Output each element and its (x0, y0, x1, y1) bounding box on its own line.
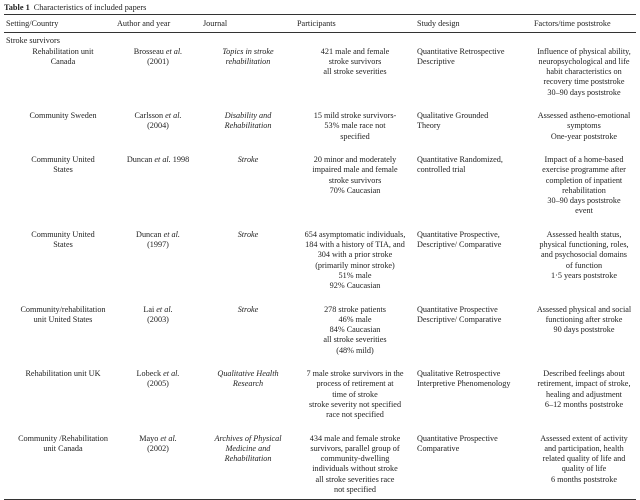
author-name: Lai (143, 304, 157, 314)
participants-line: impaired male and female (312, 165, 398, 175)
journal-line: Disability and (224, 111, 272, 121)
factors-line: symptoms (567, 121, 601, 131)
table-title: Characteristics of included papers (33, 3, 147, 12)
factors-line: recovery time poststroke (543, 77, 625, 87)
participants-line: 53% male race not (324, 121, 386, 131)
factors-line: of function (565, 260, 603, 270)
author-year: 1998 (172, 154, 190, 164)
journal-cell (201, 47, 295, 98)
factors-line: 6–12 months poststroke (544, 399, 624, 409)
setting-cell (4, 230, 115, 292)
participants-line: time of stroke (332, 389, 378, 399)
participants-cell (295, 434, 415, 496)
factors-cell (532, 47, 636, 98)
author-etal: et al. (160, 433, 177, 443)
participants-line: (primarily minor stroke) (315, 260, 395, 270)
setting-line: Community Sweden (29, 111, 97, 121)
factors-cell (532, 155, 636, 217)
participants-line: stroke severity not specified (308, 399, 402, 409)
participants-line: individuals without stroke (312, 464, 398, 474)
factors-line: 1·5 years poststroke (551, 270, 617, 280)
author-cell (115, 369, 201, 420)
setting-cell (4, 155, 115, 217)
author-cell (115, 155, 201, 217)
design-line: Descriptive (417, 56, 455, 66)
author-etal: et al. (163, 229, 180, 239)
design-line: Quantitative Prospective, (417, 229, 500, 239)
participants-line: survivors, parallel group of (310, 443, 400, 453)
author-etal: et al. (165, 46, 183, 56)
participants-line: specified (340, 131, 370, 141)
factors-line: One-year poststroke (550, 131, 618, 141)
journal-line: Stroke (237, 229, 259, 239)
participants-line: all stroke severities (323, 67, 387, 77)
factors-line: rehabilitation (562, 185, 606, 195)
journal-line: Medicine and (225, 443, 271, 453)
design-line: Quantitative Prospective (417, 304, 498, 314)
author-cell (115, 47, 201, 98)
design-cell (415, 305, 532, 356)
journal-line: Topics in stroke (222, 46, 274, 56)
setting-line: unit United States (33, 314, 93, 324)
table-caption (4, 2, 636, 14)
author-name: Carlsson (134, 111, 166, 121)
author-etal: et al. (163, 369, 180, 379)
row-spacer (4, 142, 636, 155)
setting-cell (4, 305, 115, 356)
participants-cell (295, 47, 415, 98)
header-design: Study design (415, 15, 532, 33)
author-name: Duncan (136, 229, 164, 239)
journal-cell (201, 369, 295, 420)
journal-cell (201, 155, 295, 217)
journal-line: Archives of Physical (214, 433, 282, 443)
design-line: Quantitative Prospective (417, 433, 498, 443)
author-etal: et al. (165, 111, 182, 121)
factors-line: related quality of life and (542, 454, 626, 464)
table-bottom-rule (4, 495, 636, 500)
journal-cell (201, 305, 295, 356)
group-label: Stroke survivors (6, 36, 60, 46)
participants-cell (295, 230, 415, 292)
design-line: Theory (417, 121, 441, 131)
table-row (4, 111, 636, 142)
author-name: Mayo (139, 433, 161, 443)
design-line: Qualitative Retrospective (417, 369, 501, 379)
author-name: Duncan (126, 154, 155, 164)
factors-line: 90 days poststroke (553, 325, 615, 335)
table-row (4, 369, 636, 420)
journal-cell (201, 111, 295, 142)
setting-cell (4, 47, 115, 98)
author-year: (2001) (147, 56, 169, 66)
participants-line: all stroke severities race (315, 474, 395, 484)
participants-line: 278 stroke patients (324, 304, 386, 314)
group-row (4, 33, 636, 47)
table-row (4, 230, 636, 292)
design-cell (415, 369, 532, 420)
author-etal: et al. (154, 154, 171, 164)
table-row (4, 155, 636, 217)
participants-line: 46% male (338, 314, 372, 324)
table-row (4, 47, 636, 98)
participants-cell (295, 369, 415, 420)
setting-line: Community /Rehabilitation (18, 433, 108, 443)
factors-cell (532, 305, 636, 356)
factors-line: Assessed health status, (546, 229, 622, 239)
factors-line: and psychosocial domains (541, 250, 627, 260)
factors-line: 30–90 days poststroke (547, 196, 621, 206)
journal-line: Stroke (237, 304, 259, 314)
setting-line: Canada (50, 56, 76, 66)
factors-cell (532, 230, 636, 292)
setting-line: Community/rehabilitation (20, 304, 106, 314)
factors-cell (532, 434, 636, 496)
journal-cell (201, 434, 295, 496)
participants-line: (48% mild) (336, 345, 374, 355)
factors-line: neuropsychological and life (538, 56, 630, 66)
factors-line: 30–90 days poststroke (547, 87, 621, 97)
journal-line: rehabilitation (225, 56, 271, 66)
setting-line: States (53, 240, 73, 250)
header-row (4, 15, 636, 33)
row-spacer (4, 217, 636, 230)
factors-line: Impact of a home-based (544, 154, 624, 164)
design-cell (415, 47, 532, 98)
factors-line: Influence of physical ability, (537, 46, 631, 56)
factors-line: retirement, impact of stroke, (537, 379, 631, 389)
participants-line: stroke survivors (328, 56, 382, 66)
row-spacer (4, 98, 636, 111)
setting-line: Rehabilitation unit UK (25, 369, 101, 379)
table-row (4, 434, 636, 496)
journal-line: Rehabilitation (224, 454, 272, 464)
design-cell (415, 230, 532, 292)
author-year: (2002) (147, 443, 169, 453)
factors-line: Described feelings about (543, 369, 625, 379)
row-spacer (4, 292, 636, 305)
design-cell (415, 111, 532, 142)
participants-cell (295, 111, 415, 142)
design-cell (415, 155, 532, 217)
row-spacer (4, 421, 636, 434)
participants-line: all stroke severities (323, 335, 387, 345)
participants-line: 20 minor and moderately (313, 154, 397, 164)
participants-cell (295, 305, 415, 356)
participants-line: 654 asymptomatic individuals, (304, 229, 406, 239)
design-line: Descriptive/ Comparative (417, 314, 502, 324)
author-year: (2004) (147, 121, 169, 131)
factors-cell (532, 369, 636, 420)
setting-line: States (53, 165, 73, 175)
journal-line: Research (232, 379, 264, 389)
factors-line: functioning after stroke (545, 314, 623, 324)
journal-cell (201, 230, 295, 292)
author-year: (2005) (147, 379, 169, 389)
design-line: Descriptive/ Comparative (417, 240, 502, 250)
setting-line: Rehabilitation unit (32, 46, 94, 56)
author-cell (115, 434, 201, 496)
setting-cell (4, 434, 115, 496)
author-year: (2003) (147, 314, 169, 324)
factors-cell (532, 111, 636, 142)
author-name: Brosseau (133, 46, 166, 56)
factors-line: physical functioning, roles, (539, 240, 629, 250)
journal-line: Stroke (237, 154, 259, 164)
characteristics-table (4, 14, 636, 500)
header-author: Author and year (115, 15, 201, 33)
design-line: Quantitative Retrospective (417, 46, 505, 56)
author-year: (1997) (147, 240, 169, 250)
participants-line: 7 male stroke survivors in the (306, 369, 404, 379)
author-name: Lobeck (136, 369, 164, 379)
setting-line: Community United (31, 154, 95, 164)
factors-line: healing and adjustment (546, 389, 622, 399)
participants-line: 84% Caucasian (329, 325, 381, 335)
journal-line: Rehabilitation (224, 121, 272, 131)
factors-line: quality of life (561, 464, 607, 474)
factors-line: Assessed extent of activity (540, 433, 628, 443)
factors-line: event (575, 206, 593, 216)
header-journal: Journal (201, 15, 295, 33)
design-line: Quantitative Randomized, (417, 154, 503, 164)
participants-line: 70% Caucasian (329, 185, 381, 195)
participants-line: not specified (333, 484, 377, 494)
setting-cell (4, 369, 115, 420)
factors-line: habit characteristics on (546, 67, 622, 77)
header-factors: Factors/time poststroke (532, 15, 636, 33)
header-setting: Setting/Country (4, 15, 115, 33)
participants-line: 434 male and female stroke (309, 433, 401, 443)
setting-line: unit Canada (43, 443, 83, 453)
participants-line: race not specified (326, 410, 384, 420)
participants-line: 15 mild stroke survivors- (313, 111, 397, 121)
factors-line: and participation, health (544, 443, 624, 453)
row-spacer (4, 356, 636, 369)
participants-line: process of retirement at (316, 379, 394, 389)
factors-line: completion of inpatient (545, 175, 623, 185)
author-cell (115, 230, 201, 292)
table-label: Table 1 (4, 3, 30, 12)
table-body (4, 33, 636, 500)
setting-line: Community United (31, 229, 95, 239)
factors-line: Assessed astheno-emotional (537, 111, 631, 121)
participants-cell (295, 155, 415, 217)
author-cell (115, 305, 201, 356)
design-line: Comparative (417, 443, 460, 453)
table-row (4, 305, 636, 356)
factors-line: exercise programme after (542, 165, 626, 175)
author-etal: et al. (156, 304, 173, 314)
participants-line: 184 with a history of TIA, and (305, 240, 405, 250)
factors-line: Assessed physical and social (536, 304, 632, 314)
setting-cell (4, 111, 115, 142)
participants-line: 51% male (338, 270, 372, 280)
design-cell (415, 434, 532, 496)
participants-line: 92% Caucasian (329, 281, 381, 291)
participants-line: 421 male and female (320, 46, 390, 56)
design-line: Qualitative Grounded (417, 111, 489, 121)
journal-line: Qualitative Health (217, 369, 279, 379)
design-line: controlled trial (417, 165, 466, 175)
design-line: Interpretive Phenomenology (417, 379, 511, 389)
participants-line: stroke survivors (328, 175, 382, 185)
participants-line: community-dwelling (320, 454, 390, 464)
author-cell (115, 111, 201, 142)
participants-line: 304 with a prior stroke (317, 250, 393, 260)
factors-line: 6 months poststroke (551, 474, 617, 484)
header-participants: Participants (295, 15, 415, 33)
